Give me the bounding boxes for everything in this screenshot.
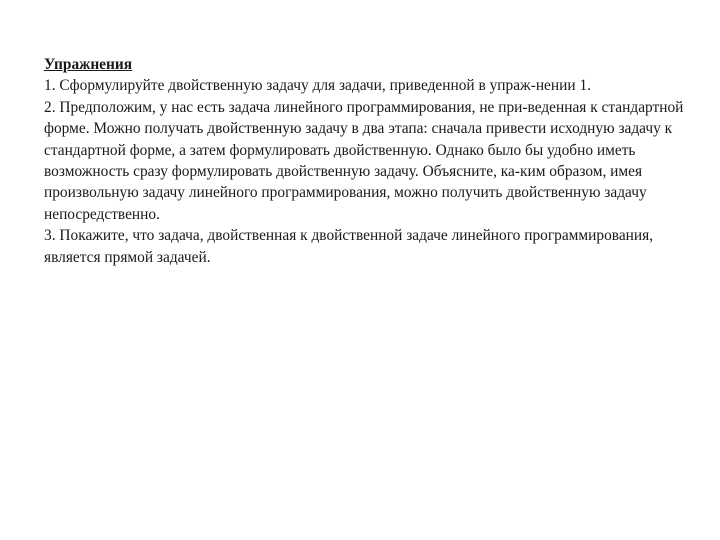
- exercise-item-1: 1. Сформулируйте двойственную задачу для задачи, приведенной в упраж-нении 1.: [44, 77, 591, 95]
- exercises-heading: Упражнения: [44, 56, 133, 73]
- exercise-item-2: 2. Предположим, у нас есть задача линейного программирования, не при-веденная к стандартной форме. Можно получать двойственную задачу в два этапа: сначала привести исходную задачу к стандартной форме, а затем формулировать двойственную. Однако было бы удобно иметь возможность сразу формулировать двойственную задачу. Объясните, ка-ким образом, имея произвольную задачу линейного программирования, можно получить двойственную задачу непосредственно.: [44, 98, 684, 223]
- exercise-item-3: 3. Покажите, что задача, двойственная к двойственной задаче линейного программирования, является прямой задачей.: [44, 227, 654, 266]
- exercises-text-block: [44, 54, 704, 268]
